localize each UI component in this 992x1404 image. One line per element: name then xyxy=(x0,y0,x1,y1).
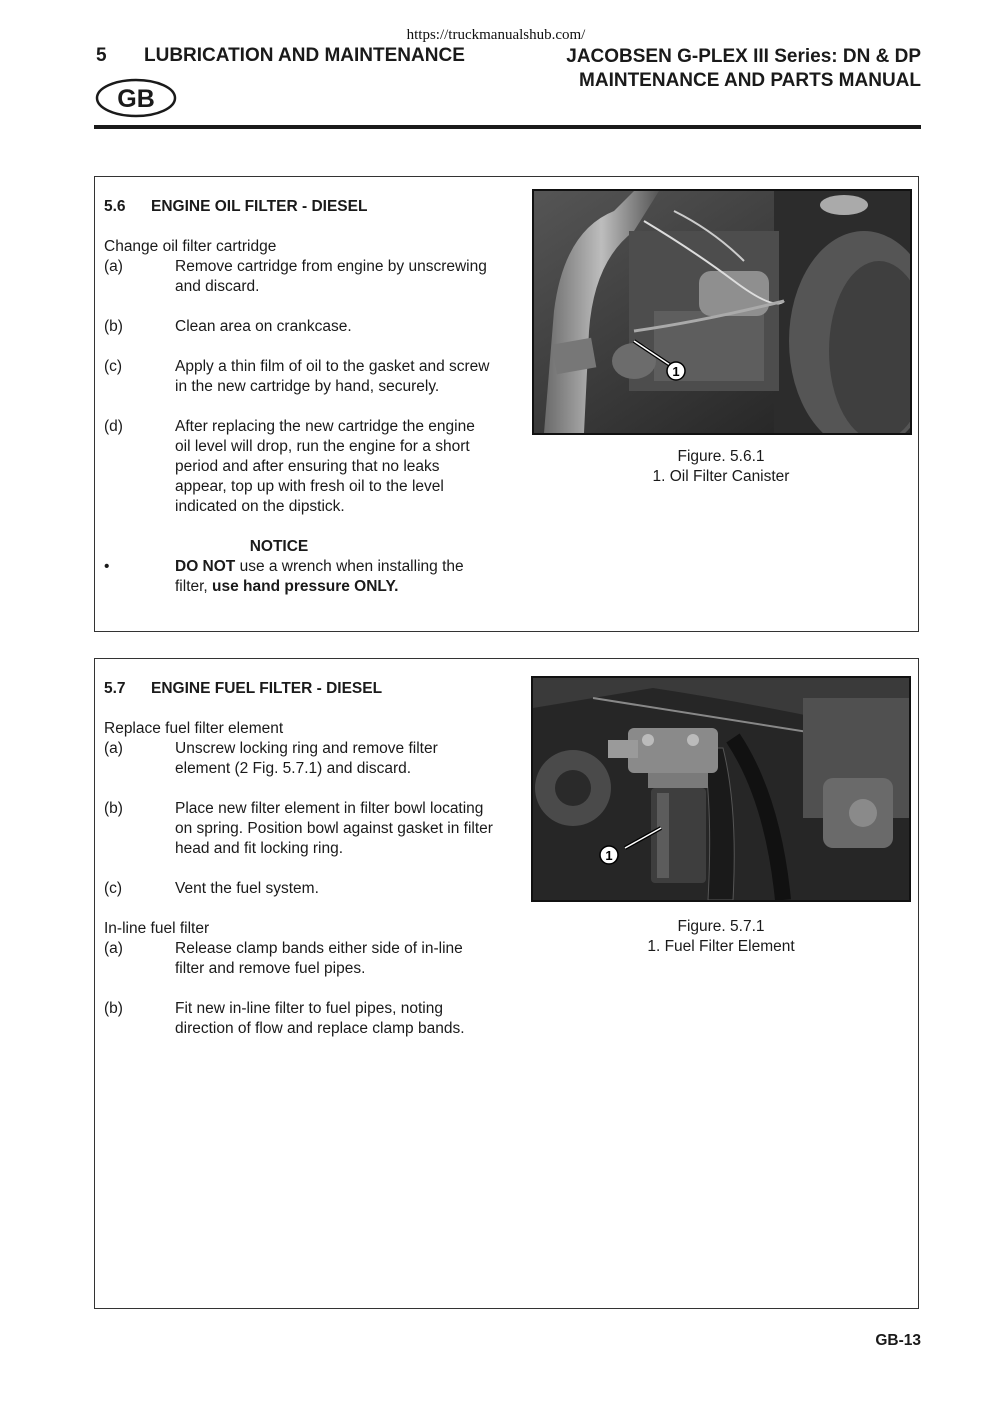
procedure-step: (a) Release clamp bands either side of in-line filter and remove fuel pipes. xyxy=(104,940,463,977)
language-badge xyxy=(95,78,177,118)
notice-heading: NOTICE xyxy=(249,538,309,555)
section-fuel-filter xyxy=(94,658,919,1309)
manual-title-line2: MAINTENANCE AND PARTS MANUAL xyxy=(579,70,921,91)
procedure-step: (a) Unscrew locking ring and remove filter element (2 Fig. 5.7.1) and discard. xyxy=(104,740,438,777)
section-fuel-filter-text xyxy=(104,679,494,1039)
figure-5-6-1-photo xyxy=(532,189,912,435)
chapter-title: LUBRICATION AND MAINTENANCE xyxy=(144,45,465,66)
figure-5-7-1-photo xyxy=(531,676,911,902)
figure-callout: 1 xyxy=(605,848,613,863)
figure-caption-title: Figure. 5.6.1 xyxy=(677,448,765,465)
section-title: ENGINE OIL FILTER - DIESEL xyxy=(151,198,368,215)
procedure-step: (b) Place new filter element in filter bowl locating on spring. Position bowl against gasket in filter head and fit locking ring. xyxy=(104,800,493,857)
manual-title-line1: JACOBSEN G-PLEX III Series: DN & DP xyxy=(566,46,921,67)
source-url: https://truckmanualshub.com/ xyxy=(406,27,586,43)
header-rule xyxy=(94,125,921,129)
section-number: 5.7 xyxy=(104,680,126,697)
procedure-step: (b) Fit new in-line filter to fuel pipes, noting direction of flow and replace clamp bands. xyxy=(104,1000,465,1037)
figure-caption-title: Figure. 5.7.1 xyxy=(677,918,765,935)
section-number: 5.6 xyxy=(104,198,126,215)
figure-caption-legend: 1. Oil Filter Canister xyxy=(652,468,790,485)
figure-caption xyxy=(531,917,911,957)
procedure-step: (b) Clean area on crankcase. xyxy=(104,318,352,335)
figure-callout: 1 xyxy=(672,364,680,379)
section-heading xyxy=(104,197,494,217)
section-title: ENGINE FUEL FILTER - DIESEL xyxy=(151,680,383,697)
notice-item: • DO NOT use a wrench when installing the filter, use hand pressure ONLY. xyxy=(104,558,464,595)
manual-title xyxy=(566,45,921,93)
section-heading xyxy=(104,679,494,699)
section-oil-filter-text xyxy=(104,197,494,597)
chapter-number: 5 xyxy=(96,45,107,66)
procedure-intro: Change oil filter cartridge xyxy=(104,238,277,255)
page-number: GB-13 xyxy=(875,1332,921,1349)
figure-caption-legend: 1. Fuel Filter Element xyxy=(647,938,795,955)
chapter-heading xyxy=(96,45,465,67)
figure-caption xyxy=(531,447,911,487)
section-oil-filter xyxy=(94,176,919,632)
procedure-intro: In-line fuel filter xyxy=(104,920,210,937)
bullet: • xyxy=(104,558,110,575)
fuel-filter-photo-illustration xyxy=(533,678,909,900)
procedure-intro: Replace fuel filter element xyxy=(104,720,284,737)
procedure-step: (c) Vent the fuel system. xyxy=(104,880,319,897)
procedure-step: (d) After replacing the new cartridge the engine oil level will drop, run the engine for a short period and after ensuring that no leaks appear, top up with fresh oil to the level indicated on the dipstick. xyxy=(104,418,475,515)
procedure-step: (a) Remove cartridge from engine by unscrewing and discard. xyxy=(104,258,487,295)
engine-photo-illustration xyxy=(534,191,910,433)
procedure-step: (c) Apply a thin film of oil to the gasket and screw in the new cartridge by hand, securely. xyxy=(104,358,490,395)
language-badge-label: GB xyxy=(117,85,155,113)
